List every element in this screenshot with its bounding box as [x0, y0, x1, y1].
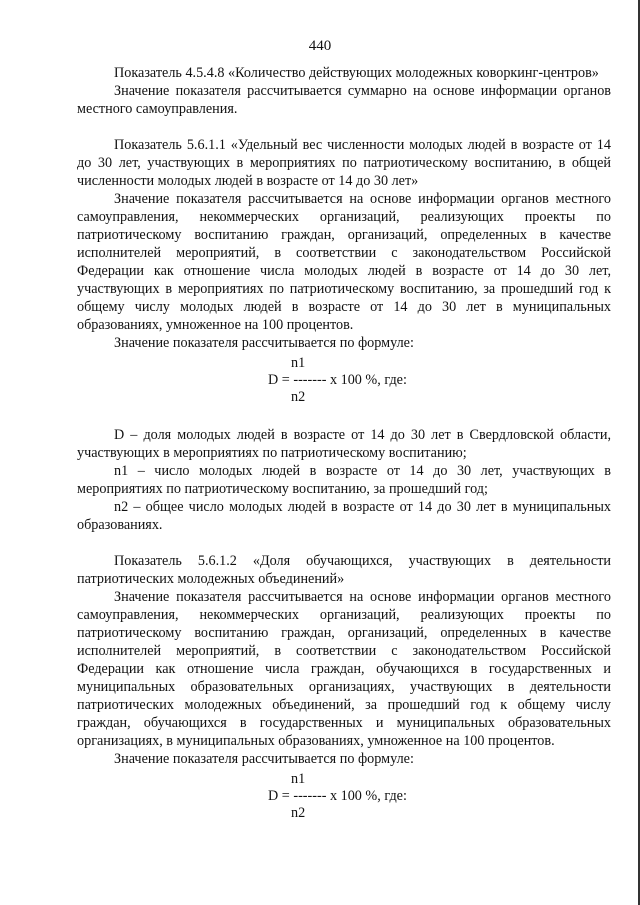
indicator-5-6-1-1-title: Показатель 5.6.1.1 «Удельный вес численности молодых людей в возрасте от 14 до 30 лет, участвующих в мероприятиях по патриотическому воспитанию, в общей численности молодых людей в возрасте от 14 до 30 лет»	[77, 137, 611, 189]
indicator-5-6-1-2-title: Показатель 5.6.1.2 «Доля обучающихся, участвующих в деятельности патриотических молодежных объединений»	[77, 553, 611, 587]
formula-expression: D = ------- x 100 %, где:	[268, 788, 407, 804]
formula-numerator: n1	[291, 771, 306, 787]
indicator-4-5-4-8-description: Значение показателя рассчитывается суммарно на основе информации органов местного самоуправления.	[77, 83, 611, 117]
indicator-5-6-1-2-description: Значение показателя рассчитывается на основе информации органов местного самоуправления, некоммерческих организаций, реализующих проекты по патриотическому воспитанию граждан, организаций, определенных в качестве исполнителей мероприятий, в соответствии с законодательством Российской Федерации как отношение числа граждан, обучающихся в государственных и муниципальных образовательных организациях, участвующих в деятельности патриотических молодежных объединений, за прошедший год к общему числу граждан, обучающихся в государственных и муниципальных образовательных организациях, в муниципальных образованиях, умноженное на 100 процентов.	[77, 589, 611, 749]
formula-expression: D = ------- x 100 %, где:	[268, 372, 407, 388]
document-body	[77, 64, 611, 824]
formula-numerator: n1	[291, 355, 306, 371]
indicator-5-6-1-1-description: Значение показателя рассчитывается на основе информации органов местного самоуправления, некоммерческих организаций, реализующих проекты по патриотическому воспитанию граждан, организаций, определенных в качестве исполнителей мероприятий, в соответствии с законодательством Российской Федерации как отношение числа молодых людей в возрасте от 14 до 30 лет, участвующих в мероприятиях по патриотическому воспитанию, за прошедший год к общему числу молодых людей в возрасте от 14 до 30 лет в муниципальных образованиях, умноженное на 100 процентов.	[77, 191, 611, 333]
indicator-4-5-4-8-title: Показатель 4.5.4.8 «Количество действующих молодежных коворкинг-центров»	[114, 65, 599, 81]
page-number: 440	[308, 38, 332, 54]
formula-intro: Значение показателя рассчитывается по формуле:	[114, 751, 414, 767]
formula-block	[77, 768, 611, 824]
definition-n1: n1 – число молодых людей в возрасте от 14 до 30 лет, участвующих в мероприятиях по патриотическому воспитанию, за прошедший год;	[77, 463, 611, 497]
formula-denominator: n2	[291, 389, 306, 405]
definition-d: D – доля молодых людей в возрасте от 14 до 30 лет в Свердловской области, участвующих в мероприятиях по патриотическому воспитанию;	[77, 427, 611, 461]
formula-block	[77, 352, 611, 408]
formula-intro: Значение показателя рассчитывается по формуле:	[114, 335, 414, 351]
definition-n2: n2 – общее число молодых людей в возрасте от 14 до 30 лет в муниципальных образованиях.	[77, 499, 611, 533]
formula-denominator: n2	[291, 805, 306, 821]
